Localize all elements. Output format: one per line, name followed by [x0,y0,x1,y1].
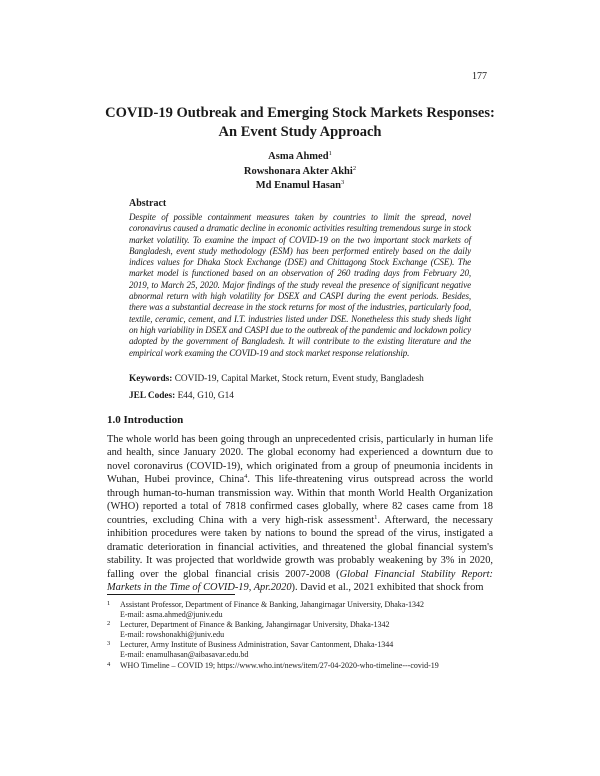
title-line-2: An Event Study Approach [218,124,382,140]
keywords-label: Keywords: [129,374,173,384]
author-footnote-mark: 3 [340,179,345,186]
footnote-text: Lecturer, Department of Finance & Banking, Jahangirnagar University, Dhaka-1342 [120,620,390,630]
jel-codes [129,391,234,401]
footnote-2 [107,620,493,639]
footnote-text: Assistant Professor, Department of Finance & Banking, Jahangirnagar University, Dhaka-1342 [120,600,424,609]
intro-text-4: ). David et al., 2021 exhibited that shock from [291,581,484,593]
paper-title [100,104,500,142]
cited-report-title: Global Financial Stability Report: Markets in the Time of COVID-19, Apr.2020 [107,568,493,593]
footnote-email[interactable]: E-mail: enamulhasan@aibasavar.edu.bd [120,649,249,659]
author-name: Asma Ahmed [268,151,329,162]
footnote-4 [107,661,493,671]
author-footnote-mark: 2 [352,164,357,172]
title-line-1: COVID-19 Outbreak and Emerging Stock Markets Responses: [105,105,495,121]
abstract-heading: Abstract [129,198,167,209]
footnote-1 [107,600,493,619]
author-1 [100,150,500,165]
page-number: 177 [472,71,487,82]
author-name: Md Enamul Hasan [255,180,341,191]
intro-text-2: . This life-threatening virus outspread across the world through human-to-human transmission way. Within that month World Health Organization (WHO) reported a total of 7818 confirmed cases globally, where 82 cases came from 18 countries, excluding China with a very high-risk assessment [107,474,493,526]
footnote-divider [107,594,235,595]
footnotes [107,600,493,671]
section-heading: 1.0 Introduction [107,414,184,426]
author-3 [100,179,500,194]
footnote-number: 2 [107,620,111,628]
footnote-number: 3 [107,640,111,648]
author-2 [100,165,500,180]
author-list [100,150,500,194]
jel-text: E44, G10, G14 [177,391,234,401]
footnote-number: 4 [107,660,111,668]
intro-text-3: . Afterward, the necessary inhibition procedures were taken by nations to bound the spread of the virus, instigated a dramatic deterioration in financial activities, and threatened the global financial system's stability. It was projected that worldwide growth was probably weakening by 3% in 2020, falling over the global financial crisis 2007-2008 ( [107,514,493,580]
intro-text-1: The whole world has been going through an unprecedented crisis, particularly in human life and health, since January 2020. The global economy had experienced a downturn due to novel coronavirus (COVID-19), which originated from a group of pneumonia incidents in Wuhan, Hubei province, China [107,434,493,486]
keywords [129,374,479,385]
footnote-text: Lecturer, Army Institute of Business Administration, Savar Cantonment, Dhaka-1344 [120,640,394,650]
keywords-text: COVID-19, Capital Market, Stock return, Event study, Bangladesh [174,374,424,384]
footnote-email[interactable]: E-mail: rowshonakhi@juniv.edu [120,629,225,639]
footnote-email[interactable]: E-mail: asma.ahmed@juniv.edu [120,609,223,619]
footnote-ref[interactable]: 1 [374,513,378,521]
abstract-text: Despite of possible containment measures taken by countries to limit the spread, novel coronavirus caused a dramatic decline in economic activities resulting tremendous surge in stock market volatility. To examine the impact of COVID-19 on the two important stock markets of Bangladesh, event study methodology (ESM) has been performed entirely based on the daily indices values for Dhaka Stock Exchange (DSE) and Chittagong Stock Exchange (CSE). The market model is functioned based on an observation of 260 trading days from February 20, 2019, to March 25, 2020. Major findings of the study reveal the presence of significant negative abnormal return with high volatility for DSEX and CASPI during the event periods. Besides, there was a substantial decrease in the stock returns for most of the industries, particularly food, textile, ceramic, cement, and I.T. industries listed under DSE. Nonetheless this study sheds light on high variability in DSEX and CASPI due to the outbreak of the pandemic and lockdown policy adopted by the government of Bangladesh. It will contribute to the existing literature and the empirical work examing the COVID-19 and stock market response relationship. [129,212,471,358]
footnote-link[interactable]: WHO Timeline – COVID 19; https://www.who.int/news/item/27-04-2020-who-timeline---covid-19 [120,660,439,670]
jel-label: JEL Codes: [129,391,176,401]
footnote-ref[interactable]: 4 [244,473,248,481]
introduction-paragraph [107,433,493,594]
footnote-number: 1 [107,600,111,607]
footnote-3 [107,640,493,659]
author-footnote-mark: 1 [328,150,332,157]
author-name: Rowshonara Akter Akhi [243,165,353,177]
